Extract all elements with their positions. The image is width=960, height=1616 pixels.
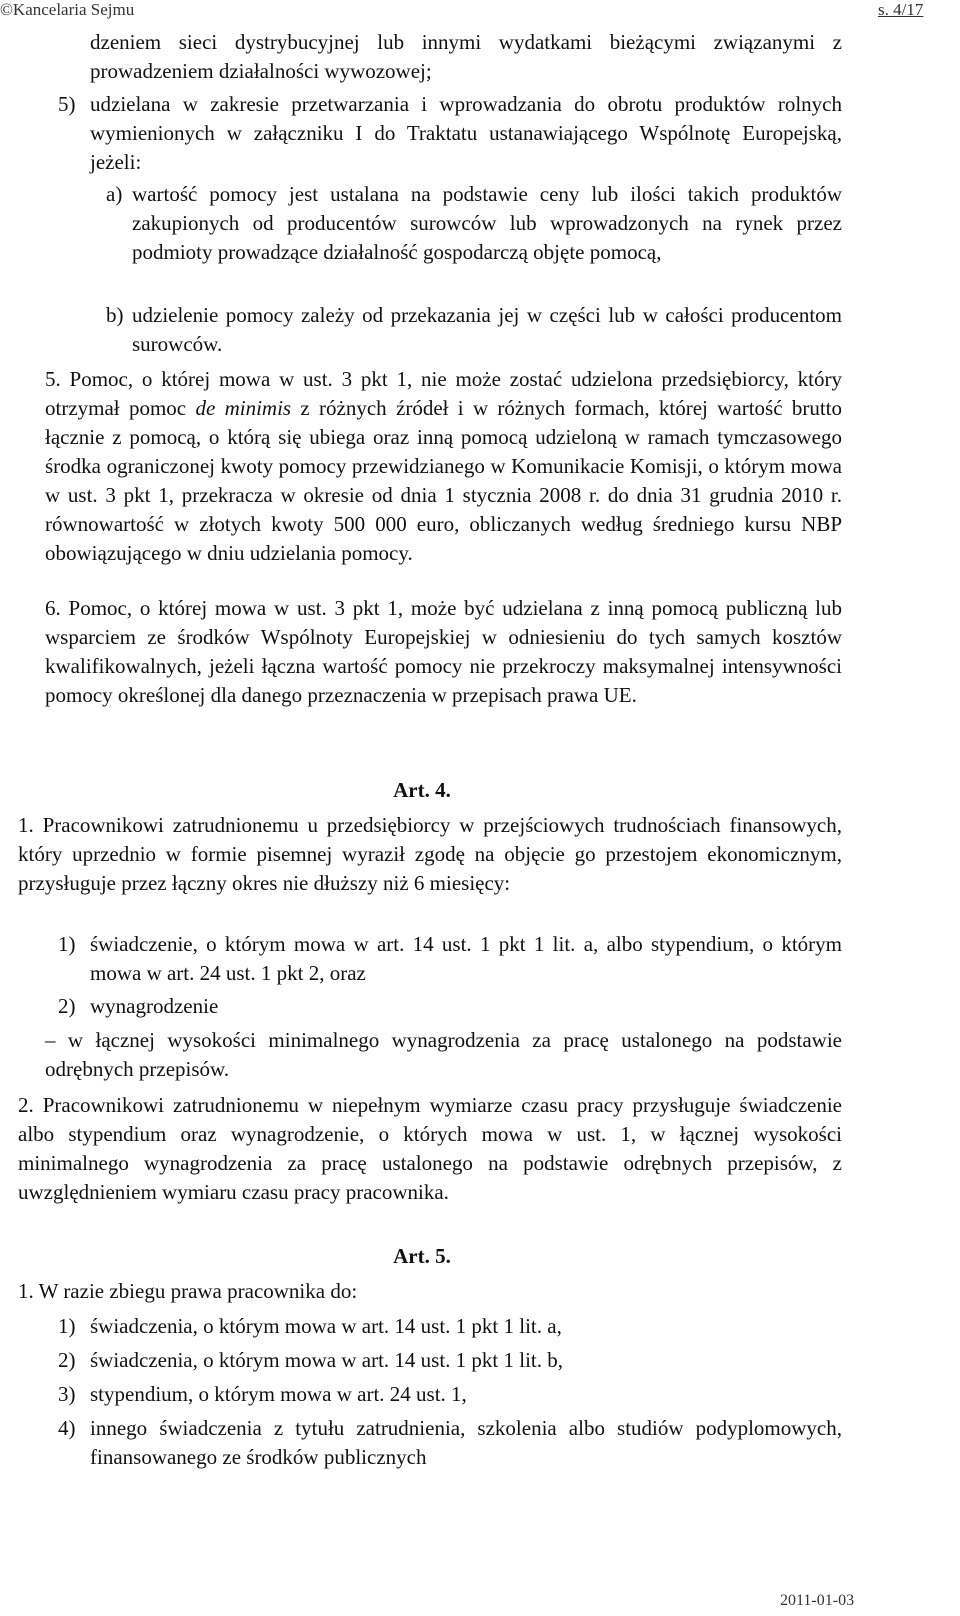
point-label: 2)	[58, 1348, 76, 1372]
article-4-paragraph-1: 1. Pracownikowi zatrudnionemu u przedsiębiorcy w przejściowych trudnościach finansowych, który uprzednio w formie pisemnej wyraził zgodę na objęcie go przestojem ekonomicznym, przysługuje przez łączny okres nie dłuższy niż 6 miesięcy:	[18, 813, 843, 895]
page-header	[0, 0, 960, 24]
subitem-label: b)	[106, 303, 124, 327]
point-text: świadczenia, o którym mowa w art. 14 ust. 1 pkt 1 lit. b,	[90, 1348, 564, 1372]
dash-clause: – w łącznej wysokości minimalnego wynagrodzenia za pracę ustalonego na podstawie odrębnych przepisów.	[45, 1028, 842, 1081]
subitem-text: udzielenie pomocy zależy od przekazania jej w części lub w całości producentom surowców.	[132, 303, 842, 356]
source-label: ©Kancelaria Sejmu	[0, 0, 135, 19]
paragraph-number: 1.	[18, 813, 34, 837]
article-heading: Art. 4.	[393, 778, 451, 802]
article-heading: Art. 5.	[393, 1244, 451, 1268]
point-text: świadczenia, o którym mowa w art. 14 ust. 1 pkt 1 lit. a,	[90, 1314, 562, 1338]
paragraph-number: 5.	[45, 367, 61, 391]
point-label: 3)	[58, 1382, 76, 1406]
article-4-paragraph-2: 2. Pracownikowi zatrudnionemu w niepełnym wymiarze czasu pracy przysługuje świadczenie albo stypendium oraz wynagrodzenie, o których mowa w ust. 1, w łącznej wysokości minimalnego wynagrodzenia za pracę ustalonego na podstawie odrębnych przepisów, z uwzględnieniem wymiaru czasu pracy pracownika.	[18, 1093, 843, 1204]
point-label: 2)	[58, 994, 76, 1018]
subitem-label: a)	[106, 182, 123, 206]
point-text: świadczenie, o którym mowa w art. 14 ust. 1 pkt 1 lit. a, albo stypendium, o którym mowa w art. 24 ust. 1 pkt 2, oraz	[90, 932, 842, 985]
point-text: stypendium, o którym mowa w art. 24 ust. 1,	[90, 1382, 467, 1406]
article-5-paragraph-1: 1. W razie zbiegu prawa pracownika do:	[18, 1279, 358, 1303]
continued-paragraph: dzeniem sieci dystrybucyjnej lub innymi wydatkami bieżącymi związanymi z prowadzeniem działalności wywozowej;	[90, 30, 842, 83]
latin-term: de minimis	[195, 396, 292, 420]
item-label: 5)	[58, 92, 76, 116]
point-label: 4)	[58, 1416, 76, 1440]
footer-date: 2011-01-03	[780, 1592, 855, 1609]
point-label: 1)	[58, 1314, 76, 1338]
page-number: s. 4/17	[878, 0, 924, 19]
point-text: innego świadczenia z tytułu zatrudnienia, szkolenia albo studiów podyplomowych, finansowanego ze środków publicznych	[90, 1416, 842, 1469]
point-label: 1)	[58, 932, 76, 956]
item-text: udzielana w zakresie przetwarzania i wprowadzania do obrotu produktów rolnych wymienionych w załączniku I do Traktatu ustanawiającego Wspólnotę Europejską, jeżeli:	[90, 92, 842, 174]
paragraph-number: 6.	[45, 596, 61, 620]
paragraph-number: 2.	[18, 1093, 34, 1117]
paragraph-5: 5. Pomoc, o której mowa w ust. 3 pkt 1, nie może zostać udzielona przedsiębiorcy, który otrzymał pomoc de minimis z różnych źródeł i w różnych formach, której wartość brutto łącznie z pomocą, o którą się ubiega oraz inną pomocą udzieloną w ramach tymczasowego środka ograniczonej kwoty pomocy przewidzianego w Komunikacie Komisji, o którym mowa w ust. 3 pkt 1, przekracza w okresie od dnia 1 stycznia 2008 r. do dnia 31 grudnia 2010 r. równowartość w złotych kwoty 500 000 euro, obliczanych według średniego kursu NBP obowiązującego w dniu udzielania pomocy.	[45, 367, 843, 565]
paragraph-number: 1.	[18, 1279, 34, 1303]
subitem-text: wartość pomocy jest ustalana na podstawie ceny lub ilości takich produktów zakupionych od producentów surowców lub wprowadzonych na rynek przez podmioty prowadzące działalność gospodarczą objęte pomocą,	[132, 182, 842, 264]
paragraph-6: 6. Pomoc, o której mowa w ust. 3 pkt 1, może być udzielana z inną pomocą publiczną lub wsparciem ze środków Wspólnoty Europejskiej w odniesieniu do tych samych kosztów kwalifikowalnych, jeżeli łączna wartość pomocy nie przekroczy maksymalnej intensywności pomocy określonej dla danego przeznaczenia w przepisach prawa UE.	[45, 596, 843, 707]
point-text: wynagrodzenie	[90, 994, 219, 1018]
